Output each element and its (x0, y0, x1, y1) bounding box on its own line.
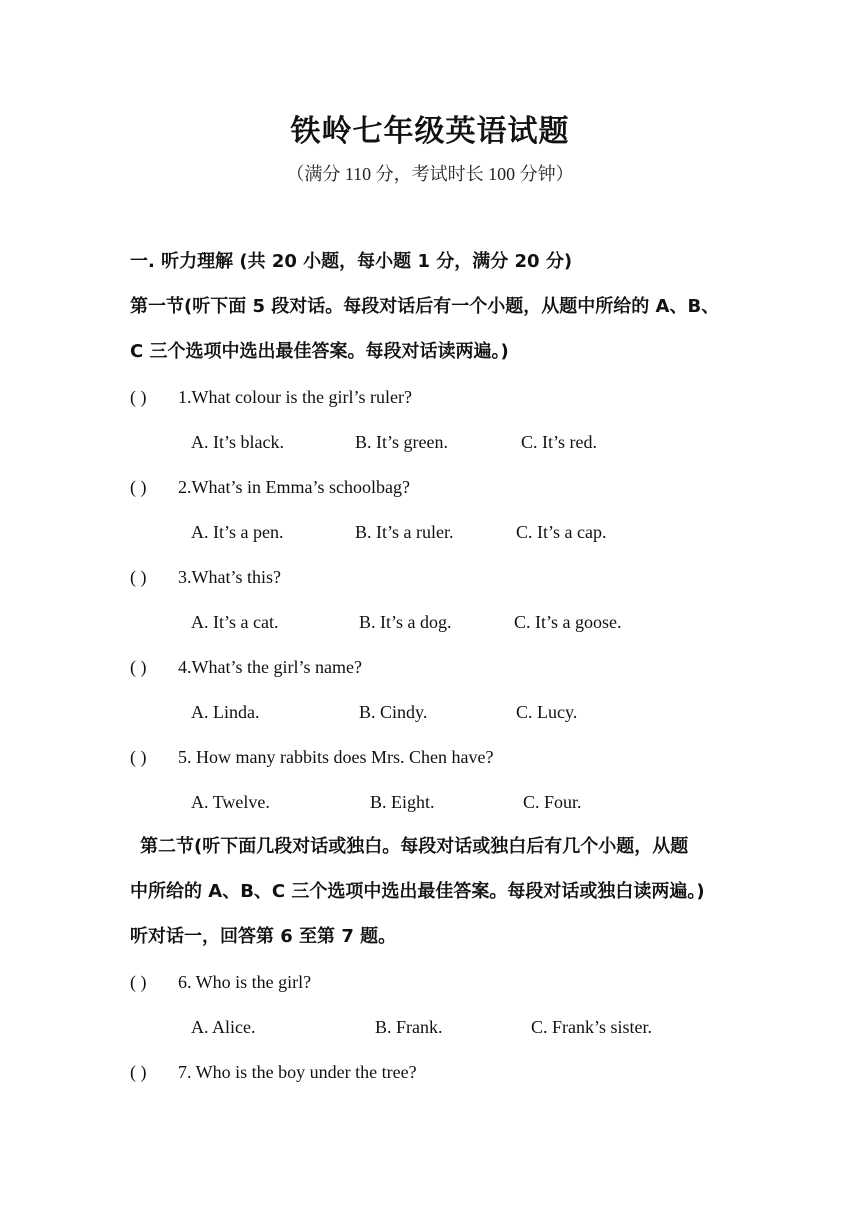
option-c: C. It’s a cap. (516, 522, 607, 542)
option-b: B. Frank. (375, 1017, 443, 1037)
question-7 (130, 1060, 770, 1084)
option-b: B. It’s green. (355, 432, 448, 452)
answer-blank[interactable]: ( ) (130, 477, 147, 497)
dialogue-1-instruction: 听对话一，回答第 6 至第 7 题。 (130, 926, 397, 947)
part2-instruction-line1: 第二节(听下面几段对话或独白。每段对话或独白后有几个小题，从题 (140, 836, 689, 857)
answer-blank[interactable]: ( ) (130, 657, 147, 677)
option-a: A. It’s a pen. (191, 522, 284, 542)
option-c: C. Frank’s sister. (531, 1017, 653, 1037)
page-subtitle: （满分 110 分，考试时长 100 分钟） (286, 164, 574, 184)
option-a: A. Linda. (191, 702, 260, 722)
answer-blank[interactable]: ( ) (130, 972, 147, 992)
question-text: 5. How many rabbits does Mrs. Chen have? (178, 747, 494, 767)
option-c: C. It’s a goose. (514, 612, 622, 632)
option-c: C. It’s red. (521, 432, 597, 452)
option-a: A. It’s black. (191, 432, 284, 452)
option-b: B. It’s a dog. (359, 612, 452, 632)
page-title: 铁岭七年级英语试题 (290, 114, 570, 149)
question-text: 3.What’s this? (178, 567, 281, 587)
part1-instruction-line2: C 三个选项中选出最佳答案。每段对话读两遍。) (130, 341, 509, 362)
option-a: A. Twelve. (191, 792, 270, 812)
question-2 (130, 475, 770, 499)
answer-blank[interactable]: ( ) (130, 567, 147, 587)
option-a: A. Alice. (191, 1017, 256, 1037)
question-text: 7. Who is the boy under the tree? (178, 1062, 417, 1082)
question-1 (130, 385, 770, 409)
option-b: B. Eight. (370, 792, 435, 812)
answer-blank[interactable]: ( ) (130, 1062, 147, 1082)
answer-blank[interactable]: ( ) (130, 387, 147, 407)
option-b: B. Cindy. (359, 702, 428, 722)
answer-blank[interactable]: ( ) (130, 747, 147, 767)
question-text: 6. Who is the girl? (178, 972, 312, 992)
question-3 (130, 565, 770, 589)
part2-instruction-line2: 中所给的 A、B、C 三个选项中选出最佳答案。每段对话或独白读两遍。) (130, 881, 705, 902)
option-b: B. It’s a ruler. (355, 522, 454, 542)
option-c: C. Lucy. (516, 702, 578, 722)
part1-instruction-line1: 第一节(听下面 5 段对话。每段对话后有一个小题，从题中所给的 A、B、 (130, 296, 720, 317)
option-a: A. It’s a cat. (191, 612, 279, 632)
question-6 (130, 970, 770, 994)
question-5 (130, 745, 770, 769)
question-text: 4.What’s the girl’s name? (178, 657, 362, 677)
section-heading: 一. 听力理解 (共 20 小题，每小题 1 分，满分 20 分) (130, 251, 573, 272)
question-text: 2.What’s in Emma’s schoolbag? (178, 477, 410, 497)
question-text: 1.What colour is the girl’s ruler? (178, 387, 412, 407)
option-c: C. Four. (523, 792, 582, 812)
question-4 (130, 655, 770, 679)
